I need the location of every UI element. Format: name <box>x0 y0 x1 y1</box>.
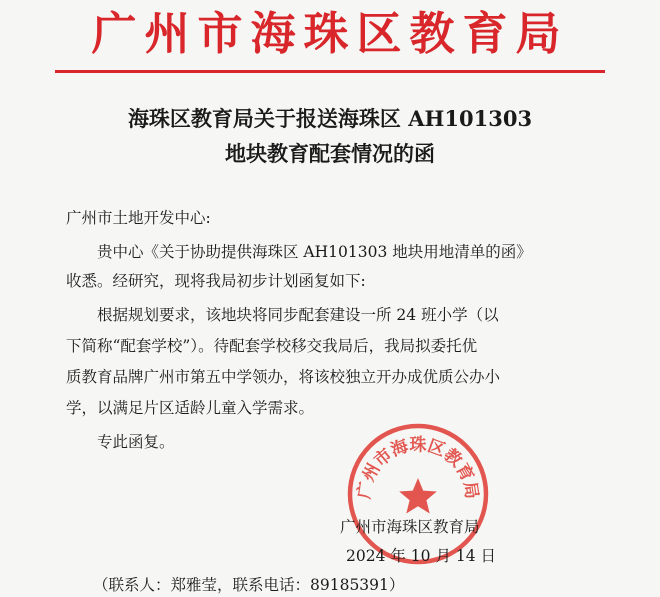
contact-info: （联系人：郑雅莹，联系电话：89185391） <box>93 576 405 594</box>
document-title-line-1: 海珠区教育局关于报送海珠区 AH101303 <box>127 106 533 131</box>
paragraph-1-line-2: 收悉。经研究，现将我局初步计划函复如下: <box>66 272 366 290</box>
recipient: 广州市土地开发中心: <box>66 209 211 227</box>
seal-star-icon <box>399 478 437 514</box>
paragraph-2-line-4: 学，以满足片区适龄儿童入学需求。 <box>66 399 315 417</box>
paragraph-2-line-3: 质教育品牌广州市第五中学领办，将该校独立开办成优质公办小 <box>66 368 501 386</box>
paragraph-2-line-1: 根据规划要求，该地块将同步配套建设一所 24 班小学（以 <box>97 306 499 324</box>
signature-organization: 广州市海珠区教育局 <box>340 518 480 536</box>
seal-lettering: 广州市海珠区教育局 <box>354 435 482 501</box>
paragraph-2-line-2: 下简称“配套学校”）。待配套学校移交我局后，我局拟委托优 <box>66 337 478 355</box>
paragraph-1-line-1: 贵中心《关于协助提供海珠区 AH101303 地块用地清单的函》 <box>97 243 532 261</box>
letterhead-org-name: 广州市海珠区教育局 <box>91 7 569 60</box>
signature-date: 2024 年 10 月 14 日 <box>346 547 497 565</box>
document-title-line-2: 地块教育配套情况的函 <box>225 141 435 166</box>
closing-remark: 专此函复。 <box>97 433 175 451</box>
letterhead-red-rule <box>55 70 605 73</box>
